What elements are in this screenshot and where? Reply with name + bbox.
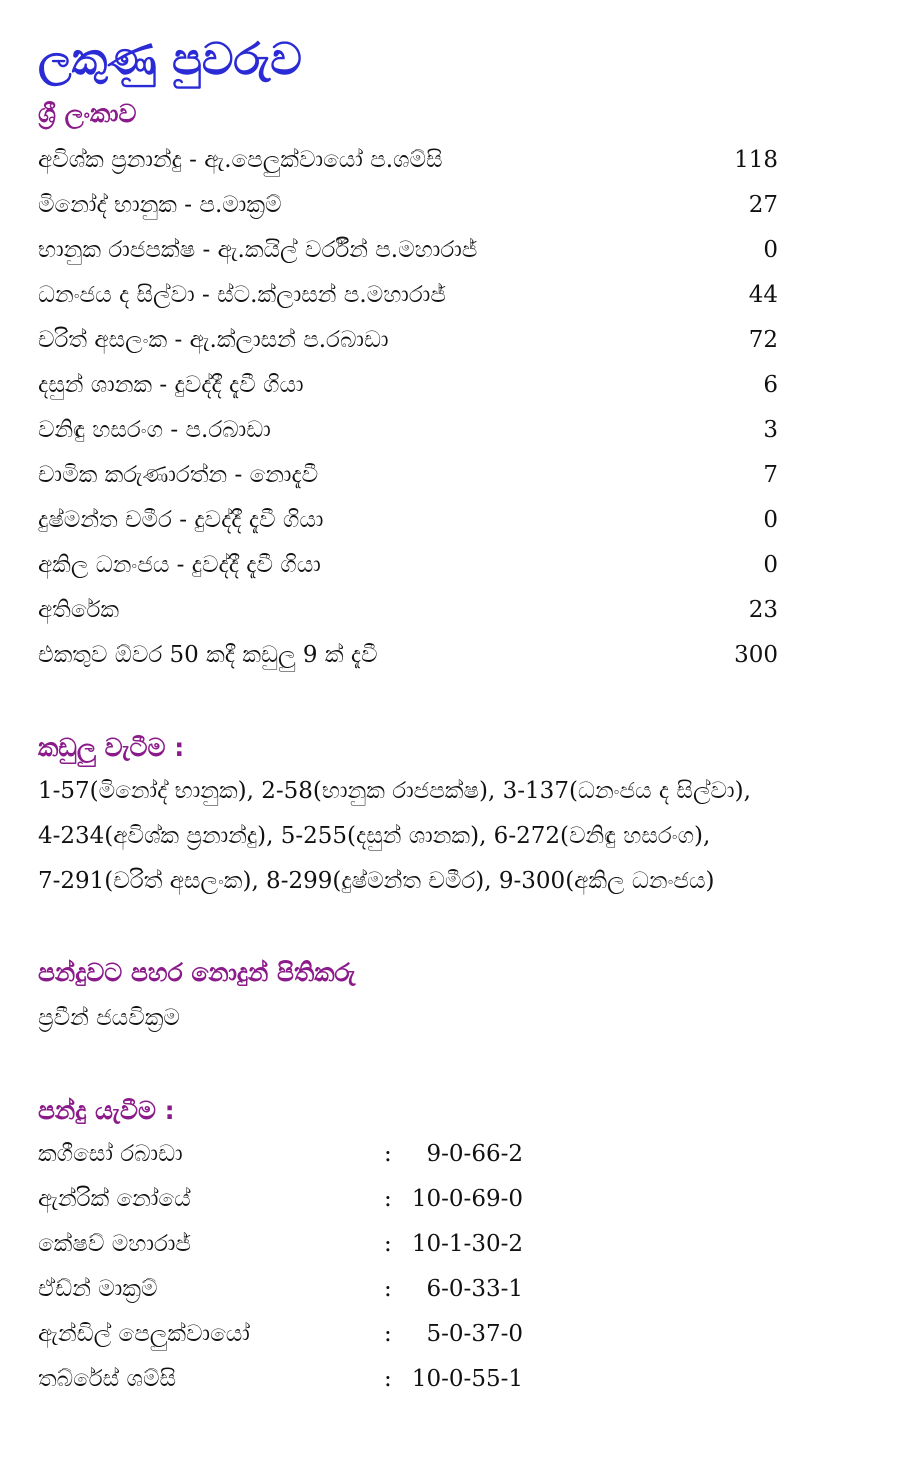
batsman-name: මිනෝද් භානුක - ප.මාක්‍රම් [38, 192, 282, 218]
separator: : [384, 1231, 392, 1257]
batsman-runs: 0 [763, 507, 778, 533]
separator: : [384, 1276, 392, 1302]
fow-line: 4-234(අවිශ්ක ප්‍රනාන්දු), 5-255(දසුන් ශානක), 6-272(වනිඳු හසරංග), [38, 823, 711, 849]
total-runs: 300 [734, 642, 778, 668]
batsman-runs: 3 [763, 417, 778, 443]
bowler-name: තබ්රේස් ශම්සි [38, 1366, 177, 1392]
batsman-runs: 118 [734, 147, 778, 173]
bowling-figures: 5-0-37-0 [426, 1321, 523, 1347]
fow-heading: කඩුලු වැටීම : [38, 733, 185, 762]
bowling-heading: පන්දු යැවීම : [38, 1096, 175, 1125]
batting-row [38, 229, 778, 271]
bowling-row [38, 1358, 558, 1400]
batsman-runs: 27 [748, 192, 778, 218]
batsman-name: දසුන් ශානක - දුවද්දී දැවී ගියා [38, 372, 304, 398]
did-not-bat-heading: පන්දුවට පහර නොදුන් පිතිකරු [38, 958, 356, 987]
batsman-runs: 6 [763, 372, 778, 398]
bowling-figures: 9-0-66-2 [426, 1141, 523, 1167]
bowling-row [38, 1223, 558, 1265]
total-label: එකතුව ඕවර 50 කදී කඩුලු 9 ක් දැවී [38, 642, 378, 668]
extras-label: අතිරේක [38, 597, 120, 623]
bowler-name: කේෂව් මහාරාජ් [38, 1231, 191, 1257]
bowler-name: ඇන්රික් නෝයේ [38, 1186, 191, 1212]
batting-row [38, 364, 778, 406]
batting-row [38, 409, 778, 451]
batsman-name: අකිල ධනංජය - දුවද්දී දැවී ගියා [38, 552, 321, 578]
did-not-bat-player: ප්‍රවීන් ජයවික්‍රම [38, 1005, 180, 1031]
batsman-name: දුෂ්මන්ත චමීර - දුවද්දී දැවී ගියා [38, 507, 324, 533]
batsman-runs: 7 [763, 462, 778, 488]
separator: : [384, 1141, 392, 1167]
bowling-figures: 10-1-30-2 [411, 1231, 523, 1257]
bowler-name: කගීසෝ රබාඩා [38, 1141, 183, 1167]
batsman-name: ධනංජය ද සිල්වා - ස්ට.ක්ලාසන් ප.මහාරාජ් [38, 282, 446, 308]
batsman-runs: 44 [748, 282, 778, 308]
bowler-name: ඇන්ඩිල් පෙලුක්වායෝ [38, 1321, 250, 1347]
batsman-name: චාමික කරුණාරත්න - නොදැවී [38, 462, 319, 488]
bowling-row [38, 1178, 558, 1220]
separator: : [384, 1366, 392, 1392]
extras-row [38, 589, 778, 631]
batting-row [38, 499, 778, 541]
bowling-row [38, 1133, 558, 1175]
batsman-name: චරිත් අසලංක - ඇ.ක්ලාසන් ප.රබාඩා [38, 327, 389, 353]
batsman-name: අවිශ්ක ප්‍රනාන්දු - ඇ.පෙලුක්වායෝ ප.ශම්සි [38, 147, 443, 173]
batting-row [38, 454, 778, 496]
bowling-figures: 10-0-55-1 [411, 1366, 523, 1392]
batsman-name: භානුක රාජපක්ෂ - ඇ.කයිල් වර්රීන් ප.මහාරාජ් [38, 237, 478, 263]
bowling-figures: 6-0-33-1 [426, 1276, 523, 1302]
bowler-name: ඒඩ්න් මාක්‍රම් [38, 1276, 158, 1302]
page-title: ලකුණු පුවරුව [38, 34, 302, 85]
bowling-row [38, 1313, 558, 1355]
batting-row [38, 274, 778, 316]
bowling-row [38, 1268, 558, 1310]
batsman-runs: 0 [763, 552, 778, 578]
batsman-runs: 0 [763, 237, 778, 263]
total-row [38, 634, 778, 676]
extras-runs: 23 [748, 597, 778, 623]
batsman-runs: 72 [748, 327, 778, 353]
separator: : [384, 1321, 392, 1347]
team-heading: ශ්‍රී ලංකාව [38, 99, 137, 128]
bowling-figures: 10-0-69-0 [411, 1186, 523, 1212]
batting-row [38, 139, 778, 181]
batsman-name: වනිඳු හසරංග - ප.රබාඩා [38, 417, 271, 443]
separator: : [384, 1186, 392, 1212]
batting-row [38, 544, 778, 586]
batting-row [38, 184, 778, 226]
fow-line: 1-57(මිනෝද් භානුක), 2-58(භානුක රාජපක්ෂ), 3-137(ධනංජය ද සිල්වා), [38, 778, 751, 804]
batting-row [38, 319, 778, 361]
fow-line: 7-291(චරිත් අසලංක), 8-299(දුෂ්මන්ත චමීර), 9-300(අකිල ධනංජය) [38, 868, 715, 894]
